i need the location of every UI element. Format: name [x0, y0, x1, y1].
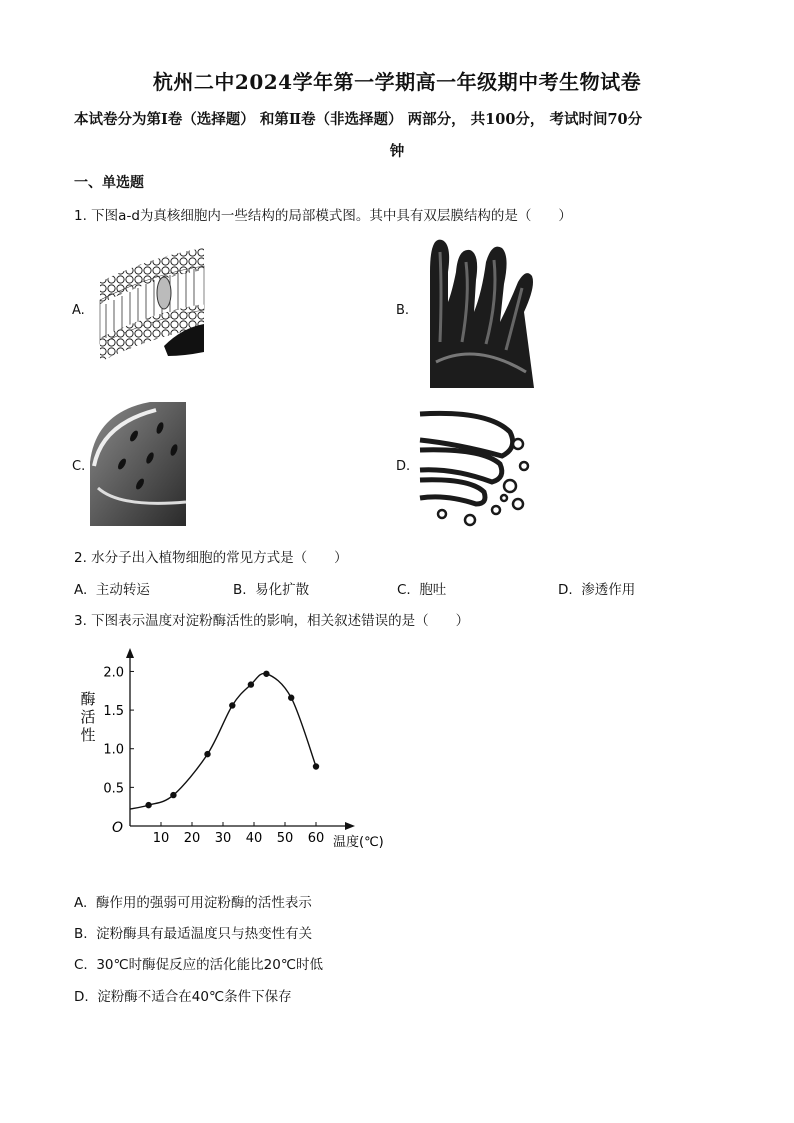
q3-option-c-letter: C. — [74, 957, 88, 973]
x-tick-label: 30 — [214, 831, 232, 846]
q2-option-c-letter: C. — [397, 582, 411, 598]
q3-option-b-text: 淀粉酶具有最适温度只与热变性有关 — [96, 926, 313, 942]
q2-option-b-text: 易化扩散 — [255, 582, 310, 598]
data-point — [204, 751, 210, 757]
y-axis-arrow — [126, 648, 134, 658]
golgi-apparatus-with-vesicles-image — [418, 408, 532, 528]
q3-option-d[interactable] — [74, 985, 292, 1005]
y-tick-label: 0.5 — [103, 781, 124, 797]
q2-option-b[interactable] — [233, 578, 309, 598]
q2-option-b-letter: B. — [233, 582, 247, 598]
data-point — [248, 681, 254, 687]
chart-ticks — [103, 665, 324, 846]
exam-info-line1: 本试卷分为第Ⅰ卷（选择题） 和第Ⅱ卷（非选择题） 两部分， 共100分， 考试时间70分 — [74, 111, 643, 128]
data-point — [263, 671, 269, 677]
lipid-bilayer-membrane-image — [98, 248, 206, 370]
data-point — [313, 763, 319, 769]
data-point — [288, 695, 294, 701]
q2-option-a-text: 主动转运 — [95, 582, 150, 598]
enzyme-activity-curve — [130, 673, 316, 809]
exam-info-line2: 钟 — [389, 143, 405, 160]
page-title: 杭州二中2024学年第一学期高一年级期中考生物试卷 — [152, 70, 642, 94]
y-tick-label: 1.0 — [103, 742, 124, 758]
section-title: 一、单选题 — [74, 175, 144, 191]
y-tick-label: 2.0 — [103, 665, 124, 681]
q1-option-a-letter[interactable]: A. — [72, 303, 85, 318]
data-point — [229, 702, 235, 708]
x-axis-arrow — [345, 822, 355, 830]
x-tick-label: 20 — [183, 831, 201, 846]
x-tick-label: 40 — [245, 831, 263, 846]
q3-option-a-text: 酶作用的强弱可用淀粉酶的活性表示 — [95, 895, 312, 911]
q2-option-d-letter: D. — [558, 582, 573, 598]
q3-option-c[interactable] — [74, 953, 323, 973]
data-point — [170, 792, 176, 798]
q3-option-d-letter: D. — [74, 989, 89, 1005]
x-tick-label: 10 — [152, 831, 170, 846]
q3-option-a-letter: A. — [74, 895, 88, 911]
x-axis-label: 温度(℃) — [333, 835, 384, 850]
y-axis-label-char: 活 — [80, 708, 96, 726]
q3-option-d-text: 淀粉酶不适合在40℃条件下保存 — [97, 989, 292, 1005]
y-axis-label-char: 酶 — [80, 690, 96, 708]
question-3-stem: 3. 下图表示温度对淀粉酶活性的影响，相关叙述错误的是（ ） — [74, 613, 470, 629]
nuclear-envelope-with-pores-image — [90, 402, 188, 526]
origin-label: O — [112, 820, 124, 836]
q1-option-c-letter[interactable]: C. — [72, 459, 86, 474]
x-tick-label: 60 — [307, 831, 325, 846]
q1-option-b-letter[interactable]: B. — [396, 303, 410, 318]
q1-option-d-letter[interactable]: D. — [396, 459, 411, 474]
question-2-stem: 2. 水分子出入植物细胞的常见方式是（ ） — [74, 550, 348, 566]
q2-option-d-text: 渗透作用 — [581, 582, 636, 598]
q2-option-a-letter: A. — [74, 582, 88, 598]
mitochondrion-cristae-image — [426, 232, 538, 388]
q2-option-a[interactable] — [74, 578, 150, 598]
q3-option-b[interactable] — [74, 922, 312, 942]
question-1-stem: 1. 下图a-d为真核细胞内一些结构的局部模式图。其中具有双层膜结构的是（ ） — [74, 208, 572, 224]
y-tick-label: 1.5 — [103, 704, 124, 720]
q2-option-c-text: 胞吐 — [419, 582, 447, 598]
q2-option-c[interactable] — [397, 578, 446, 598]
q3-option-b-letter: B. — [74, 926, 88, 942]
y-axis-label-char: 性 — [80, 726, 96, 744]
q3-option-a[interactable] — [74, 891, 312, 911]
enzyme-activity-chart — [72, 648, 402, 878]
data-point — [145, 802, 151, 808]
x-tick-label: 50 — [276, 831, 294, 846]
q3-option-c-text: 30℃时酶促反应的活化能比20℃时低 — [96, 957, 323, 973]
q2-option-d[interactable] — [558, 578, 635, 598]
chart-points — [145, 671, 319, 809]
